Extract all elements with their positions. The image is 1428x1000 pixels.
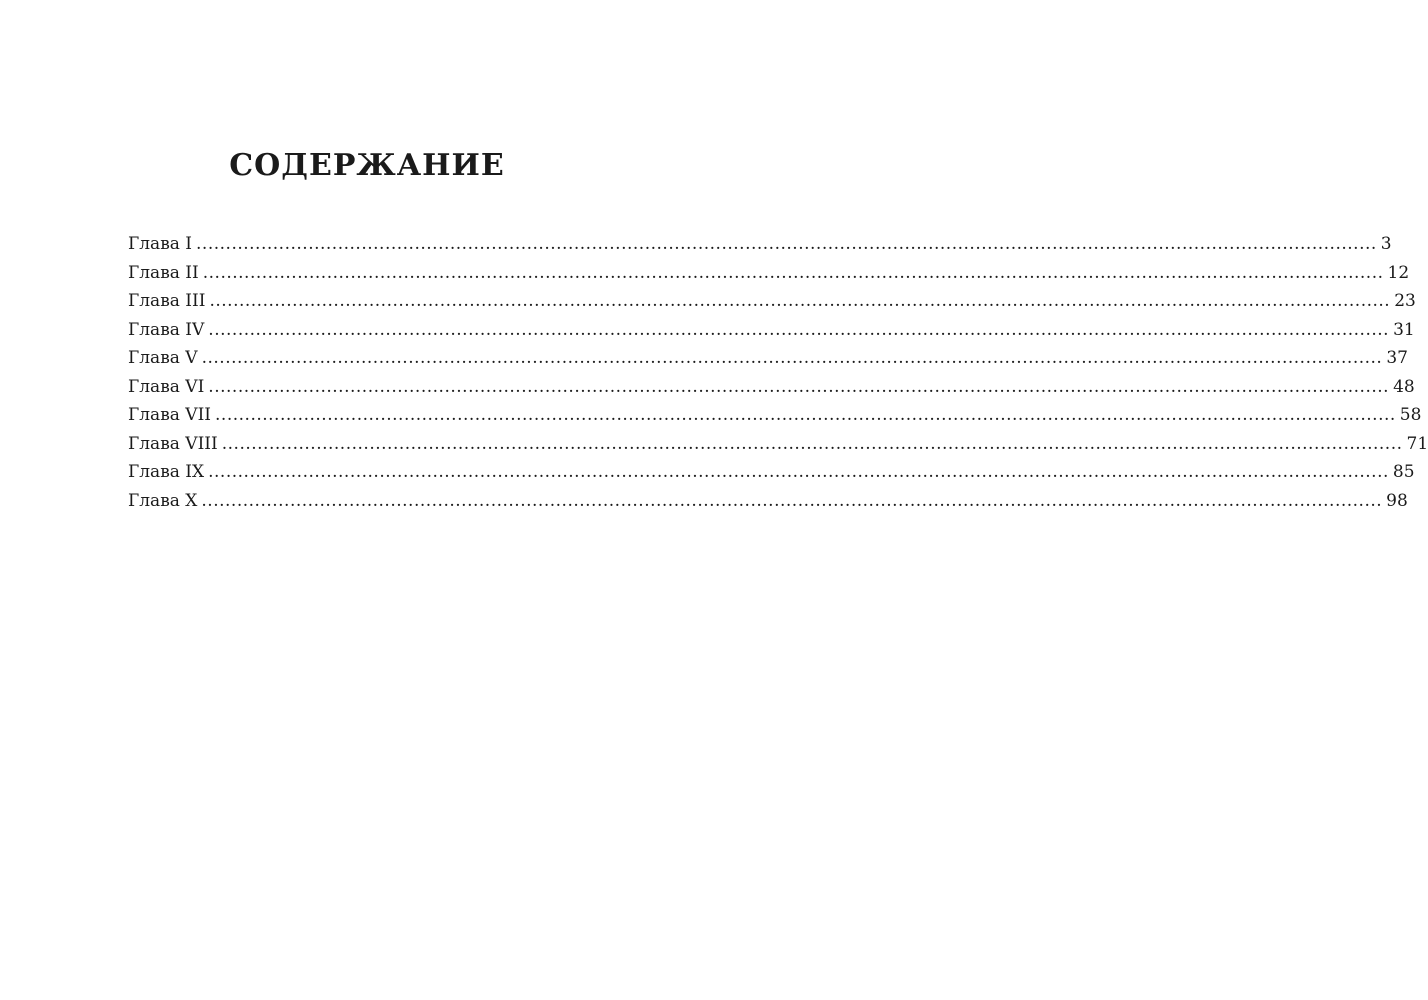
toc-entry[interactable] [128, 401, 1422, 430]
toc-entry-label: Глава I [128, 234, 193, 254]
toc-entry-page: 37 [1386, 348, 1408, 368]
dot-leader: ........................................................................................................................................................................................................ [209, 291, 1391, 311]
toc-entry-label: Глава II [128, 262, 199, 283]
toc-entry[interactable] [128, 287, 1416, 316]
toc-entry-label: Глава III [128, 291, 206, 311]
dot-leader: ........................................................................................................................................................................................................ [202, 262, 1384, 283]
toc-entry[interactable] [128, 458, 1415, 487]
toc-entry[interactable] [128, 373, 1415, 402]
toc-entry-page: 58 [1399, 405, 1422, 425]
toc-entry[interactable] [128, 344, 1408, 373]
toc-entry[interactable] [128, 487, 1408, 516]
toc-entry-page: 85 [1392, 462, 1415, 482]
dot-leader: ........................................................................................................................................................................................................ [201, 490, 1383, 511]
page-title: СОДЕРЖАНИЕ [229, 148, 505, 183]
toc-entry-page: 71 [1406, 433, 1428, 454]
dot-leader: ........................................................................................................................................................................................................ [196, 234, 1377, 254]
toc-entry-label: Глава VIII [128, 433, 218, 454]
dot-leader: ........................................................................................................................................................................................................ [201, 348, 1383, 368]
dot-leader: ........................................................................................................................................................................................................ [221, 433, 1403, 454]
dot-leader: ........................................................................................................................................................................................................ [208, 376, 1390, 397]
toc-entry-label: Глава V [128, 348, 198, 368]
toc-entry-page: 12 [1387, 262, 1410, 283]
dot-leader: ........................................................................................................................................................................................................ [208, 462, 1389, 482]
table-of-contents [128, 230, 1428, 515]
dot-leader: ........................................................................................................................................................................................................ [215, 405, 1396, 425]
toc-entry-label: Глава VII [128, 405, 212, 425]
toc-entry[interactable] [128, 430, 1428, 459]
toc-entry-page: 48 [1393, 376, 1415, 397]
toc-entry[interactable] [128, 316, 1415, 345]
toc-entry[interactable] [128, 230, 1392, 259]
toc-entry-page: 31 [1393, 319, 1415, 340]
toc-entry-label: Глава IV [128, 319, 205, 340]
toc-entry-label: Глава X [128, 490, 198, 511]
toc-entry-label: Глава VI [128, 376, 205, 397]
toc-entry-page: 98 [1386, 490, 1408, 511]
toc-entry-label: Глава IX [128, 462, 205, 482]
toc-entry[interactable] [128, 259, 1410, 288]
toc-entry-page: 23 [1394, 291, 1416, 311]
toc-entry-page: 3 [1380, 234, 1392, 254]
dot-leader: ........................................................................................................................................................................................................ [208, 319, 1390, 340]
